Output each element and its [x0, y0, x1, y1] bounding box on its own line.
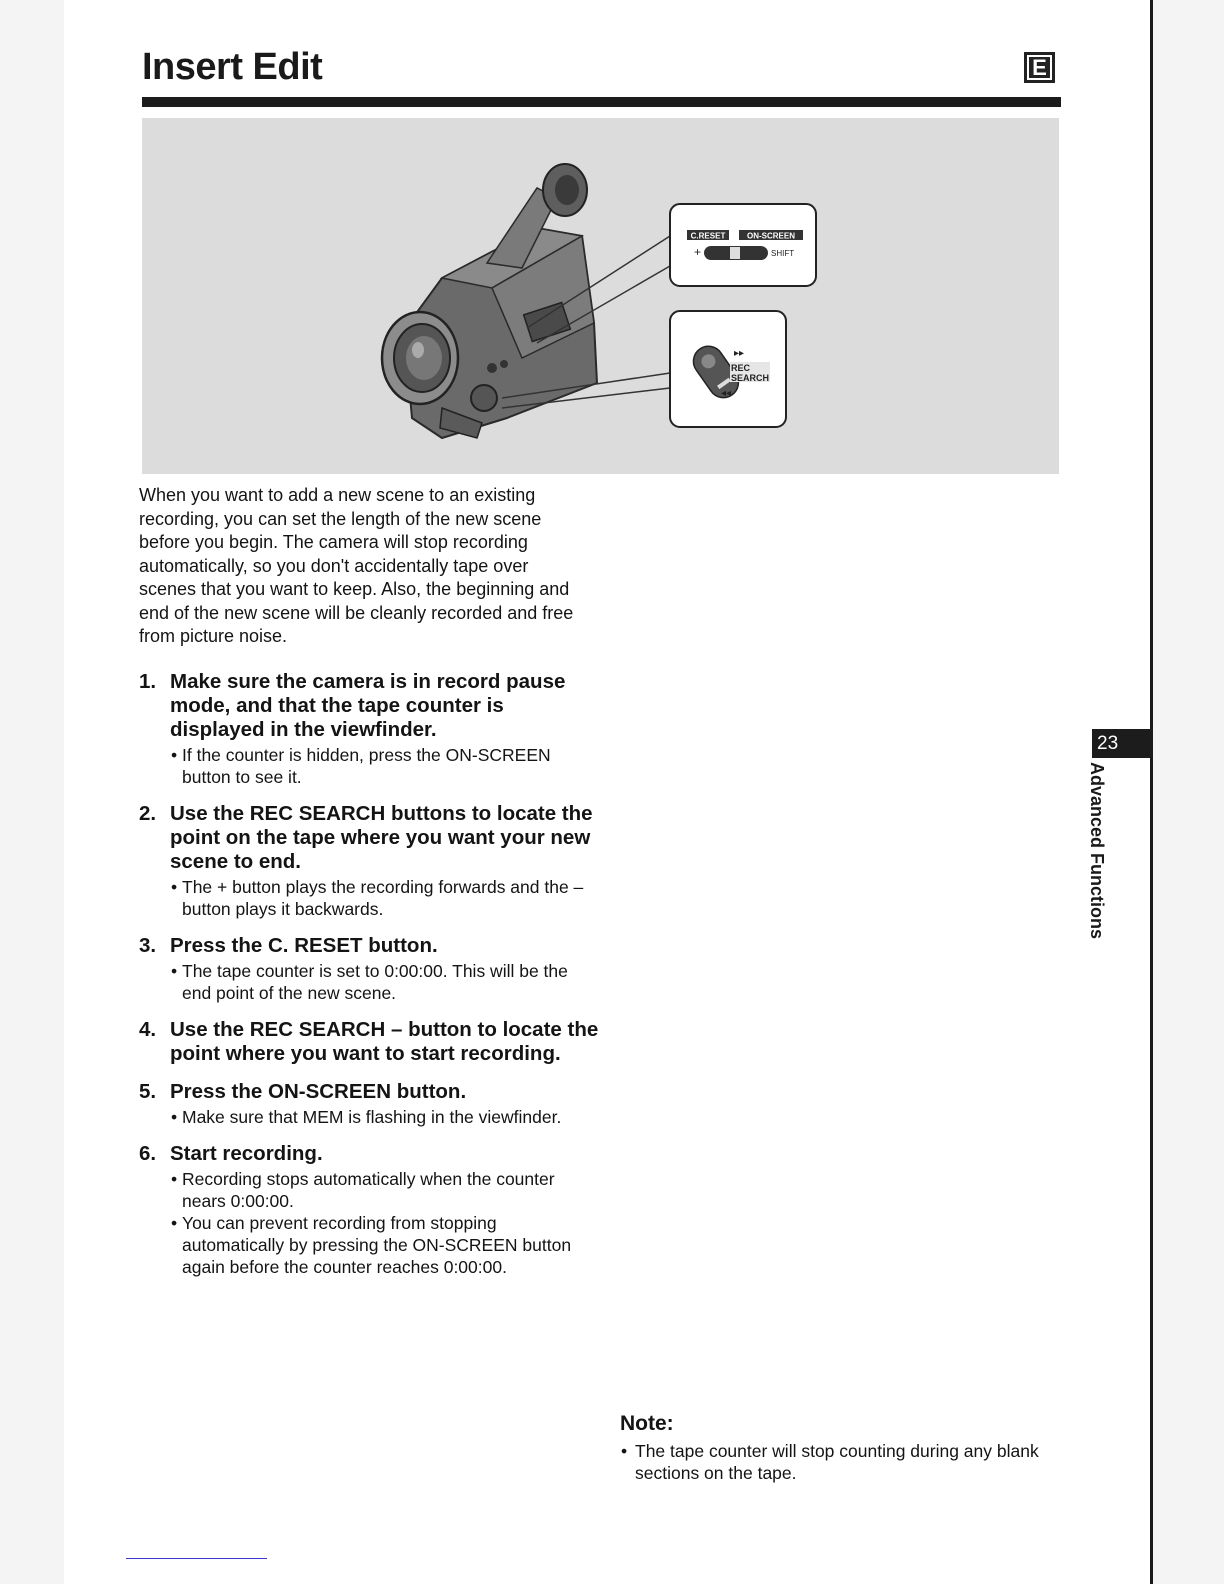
- rec-search-callout: [670, 311, 786, 427]
- intro-paragraph: When you want to add a new scene to an existing recording, you can set the length of the new scene before you begin. The camera will stop recording automatically, so you don't accidentally tape over scenes that you want to keep. Also, the beginning and end of the new scene will be cleanly recorded and free from picture noise.: [139, 485, 574, 646]
- step-bullet: • Make sure that MEM is flashing in the viewfinder.: [170, 1106, 599, 1128]
- camcorder-drawing: [142, 118, 1059, 474]
- plus-label: +: [694, 245, 702, 259]
- step-title: Use the REC SEARCH buttons to locate the point on the tape where you want your new scene to end.: [170, 802, 593, 873]
- search-label: SEARCH: [731, 373, 770, 383]
- step-title: Use the REC SEARCH – button to locate the point where you want to start recording.: [170, 1018, 599, 1065]
- reset-onscreen-callout: [670, 204, 816, 286]
- step-number: 1.: [139, 670, 157, 693]
- note-box: [620, 1412, 1040, 1484]
- step-bullet: • The + button plays the recording forwards and the – button plays it backwards.: [170, 876, 599, 920]
- step-bullets: [170, 876, 599, 920]
- rewind-icon: ◂◂: [721, 388, 732, 399]
- page-number: 23: [1092, 729, 1153, 758]
- language-badge: E: [1024, 52, 1055, 83]
- step-number: 2.: [139, 802, 157, 825]
- step-bullet: • The tape counter is set to 0:00:00. This will be the end point of the new scene.: [170, 960, 599, 1004]
- step-title: Start recording.: [170, 1142, 323, 1165]
- shift-label: SHIFT: [771, 249, 795, 258]
- step-title: Press the ON-SCREEN button.: [170, 1080, 467, 1103]
- camcorder-illustration: [142, 118, 1059, 474]
- on-screen-label: ON-SCREEN: [746, 231, 796, 241]
- title-rule: [142, 97, 1061, 107]
- step-number: 3.: [139, 934, 157, 957]
- step-bullet: • You can prevent recording from stopping automatically by pressing the ON-SCREEN button again before the counter reaches 0:00:00.: [170, 1212, 599, 1278]
- step-number: 4.: [139, 1018, 157, 1041]
- step-number: 6.: [139, 1142, 157, 1165]
- camcorder-icon: [382, 164, 597, 438]
- step-2: [139, 802, 599, 920]
- forward-icon: ▸▸: [734, 348, 745, 359]
- step-title: Make sure the camera is in record pause mode, and that the tape counter is displayed in the viewfinder.: [170, 670, 566, 741]
- step-1: [139, 670, 599, 788]
- note-bullets: [620, 1440, 1040, 1484]
- step-bullets: [170, 960, 599, 1004]
- c-reset-label: C.RESET: [690, 231, 726, 241]
- page-title: Insert Edit: [142, 46, 323, 88]
- steps-list: [139, 670, 599, 1278]
- step-title: Press the C. RESET button.: [170, 934, 438, 957]
- note-heading: Note:: [620, 1412, 674, 1435]
- page-edge-rule: [1150, 0, 1153, 1584]
- step-bullets: [170, 744, 599, 788]
- step-bullets: [170, 1168, 599, 1278]
- section-tab: Advanced Functions: [1087, 762, 1107, 940]
- note-bullet: • The tape counter will stop counting during any blank sections on the tape.: [620, 1440, 1040, 1484]
- step-3: [139, 934, 599, 1004]
- step-bullet: • If the counter is hidden, press the ON-SCREEN button to see it.: [170, 744, 599, 788]
- rec-label: REC: [731, 363, 751, 373]
- step-number: 5.: [139, 1080, 157, 1103]
- step-bullet: • Recording stops automatically when the counter nears 0:00:00.: [170, 1168, 599, 1212]
- step-5: [139, 1080, 599, 1128]
- step-bullets: [170, 1106, 599, 1128]
- step-6: [139, 1142, 599, 1278]
- footer-link-line: [126, 1558, 267, 1559]
- step-4: [139, 1018, 599, 1066]
